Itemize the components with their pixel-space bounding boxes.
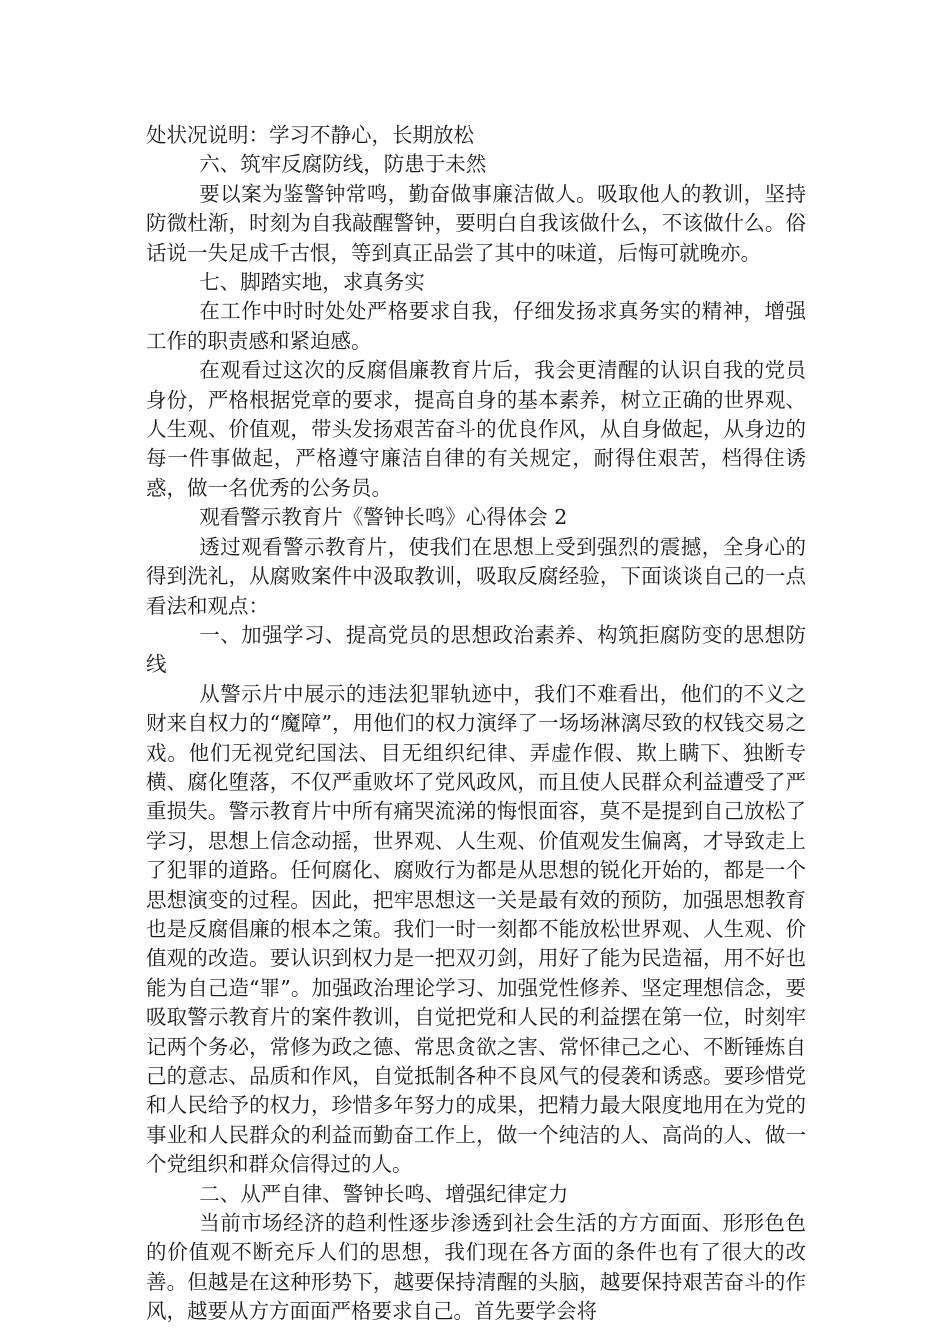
section-heading-7: 七、脚踏实地，求真务实 bbox=[199, 270, 425, 295]
document-page bbox=[146, 121, 806, 1327]
paragraph-continuation: 处状况说明：学习不静心，长期放松 bbox=[146, 123, 474, 147]
paragraph: 在观看过这次的反腐倡廉教育片后，我会更清醒的认识自我的党员身份，严格根据党章的要求，提高自身的基本素养，树立正确的世界观、人生观、价值观，带头发扬艰苦奋斗的优良作风，从自身做起，从身边的每一件事做起，严格遵守廉洁自律的有关规定，耐得住艰苦，档得住诱惑，做一名优秀的公务员。 bbox=[146, 358, 806, 500]
paragraph: 要以案为鉴警钟常鸣，勤奋做事廉洁做人。吸取他人的教训，坚持防微杜渐，时刻为自我敲醒警钟，要明白自我该做什么，不该做什么。俗话说一失足成千古恨，等到真正品尝了其中的味道，后悔可就晚亦。 bbox=[146, 181, 806, 265]
paragraph: 从警示片中展示的违法犯罪轨迹中，我们不难看出，他们的不义之财来自权力的“魔障”，用他们的权力演绎了一场场淋漓尽致的权钱交易之戏。他们无视党纪国法、目无组织纪律、弄虚作假、欺上瞒下、独断专横、腐化堕落，不仅严重败坏了党风政风，而且使人民群众利益遭受了严重损失。警示教育片中所有痛哭流涕的悔恨面容，莫不是提到自己放松了学习，思想上信念动摇，世界观、人生观、价值观发生偏离，才导致走上了犯罪的道路。任何腐化、腐败行为都是从思想的锐化开始的，都是一个思想演变的过程。因此，把牢思想这一关是最有效的预防，加强思想教育也是反腐倡廉的根本之策。我们一时一刻都不能放松世界观、人生观、价值观的改造。要认识到权力是一把双刃剑，用好了能为民造福，用不好也能为自己造“罪”。加强政治理论学习、加强党性修养、坚定理想信念，要吸取警示教育片的案件教训，自觉把党和人民的利益摆在第一位，时刻牢记两个务必，常修为政之德、常思贪欲之害、常怀律己之心、不断锤炼自己的意志、品质和作风，自觉抵制各种不良风气的侵袭和诱惑。要珍惜党和人民给予的权力，珍惜多年努力的成果，把精力最大限度地用在为党的事业和人民群众的利益而勤奋工作上，做一个纯洁的人、高尚的人、做一个党组织和群众信得过的人。 bbox=[146, 681, 806, 1177]
section-heading-6: 六、筑牢反腐防线，防患于未然 bbox=[199, 152, 487, 177]
paragraph: 在工作中时时处处严格要求自我，仔细发扬求真务实的精神，增强工作的职责感和紧迫感。 bbox=[146, 299, 806, 353]
paragraph: 透过观看警示教育片，使我们在思想上受到强烈的震撼，全身心的得到洗礼，从腐败案件中汲取教训，吸取反腐经验，下面谈谈自己的一点看法和观点： bbox=[146, 534, 806, 618]
section-heading-2: 二、从严自律、警钟长鸣、增强纪律定力 bbox=[199, 1181, 569, 1206]
paragraph: 当前市场经济的趋利性逐步渗透到社会生活的方方面面、形形色色的价值观不断充斥人们的思想，我们现在各方面的条件也有了很大的改善。但越是在这种形势下，越要保持清醒的头脑，越要保持艰苦奋斗的作风，越要从方方面面严格要求自己。首先要学会将 bbox=[146, 1211, 806, 1324]
section-heading-1: 一、加强学习、提高党员的思想政治素养、构筑拒腐防变的思想防线 bbox=[146, 622, 806, 677]
article-title: 观看警示教育片《警钟长鸣》心得体会 2 bbox=[199, 505, 568, 530]
